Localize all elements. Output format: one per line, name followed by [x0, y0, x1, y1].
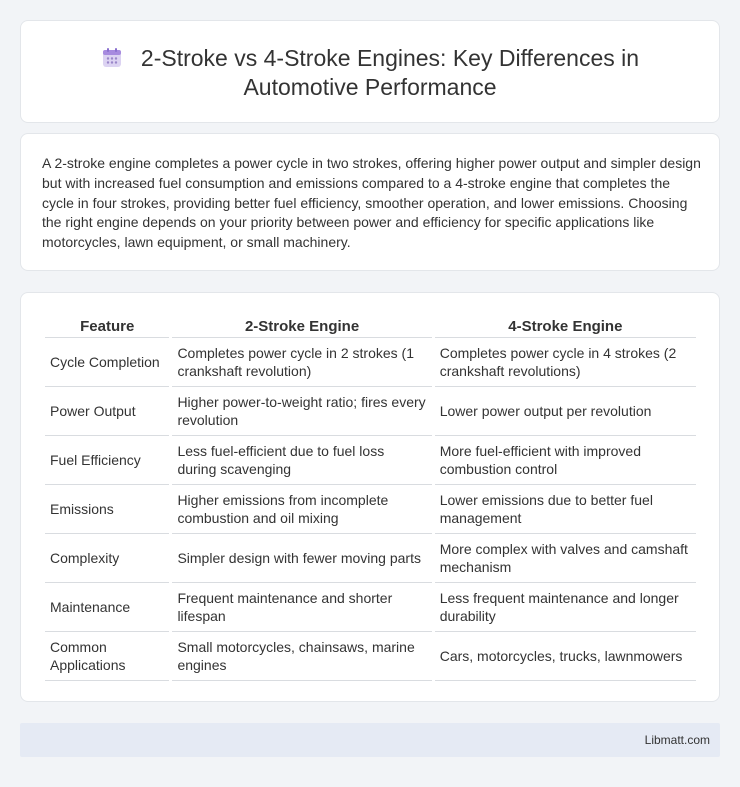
feature-cell: Complexity — [45, 534, 169, 583]
four-stroke-cell: Lower emissions due to better fuel management — [435, 485, 696, 534]
feature-cell: Power Output — [45, 387, 169, 436]
calendar-icon — [101, 47, 123, 69]
two-stroke-cell: Simpler design with fewer moving parts — [172, 534, 431, 583]
table-row — [45, 485, 696, 534]
feature-cell: Common Applications — [45, 632, 169, 681]
table-row — [45, 534, 696, 583]
table-row — [45, 632, 696, 681]
table-row — [45, 583, 696, 632]
feature-cell: Cycle Completion — [45, 338, 169, 387]
header-2-stroke: 2-Stroke Engine — [172, 313, 431, 338]
two-stroke-cell: Frequent maintenance and shorter lifespan — [172, 583, 431, 632]
title-card — [20, 20, 720, 123]
four-stroke-cell: More complex with valves and camshaft mechanism — [435, 534, 696, 583]
title-line-1: 2-Stroke vs 4-Stroke Engines: Key Differences in — [140, 45, 640, 71]
table-row — [45, 338, 696, 387]
footer-site-link[interactable]: Libmatt.com — [644, 733, 710, 747]
table-row — [45, 387, 696, 436]
two-stroke-cell: Less fuel-efficient due to fuel loss during scavenging — [172, 436, 431, 485]
header-feature: Feature — [45, 313, 169, 338]
two-stroke-cell: Small motorcycles, chainsaws, marine engines — [172, 632, 431, 681]
four-stroke-cell: Completes power cycle in 4 strokes (2 crankshaft revolutions) — [435, 338, 696, 387]
comparison-table — [42, 313, 699, 681]
comparison-card — [20, 292, 720, 702]
two-stroke-cell: Higher power-to-weight ratio; fires every revolution — [172, 387, 431, 436]
page-title — [21, 44, 719, 102]
four-stroke-cell: Cars, motorcycles, trucks, lawnmowers — [435, 632, 696, 681]
two-stroke-cell: Completes power cycle in 2 strokes (1 crankshaft revolution) — [172, 338, 431, 387]
four-stroke-cell: Lower power output per revolution — [435, 387, 696, 436]
header-4-stroke: 4-Stroke Engine — [435, 313, 696, 338]
four-stroke-cell: Less frequent maintenance and longer durability — [435, 583, 696, 632]
four-stroke-cell: More fuel-efficient with improved combustion control — [435, 436, 696, 485]
feature-cell: Emissions — [45, 485, 169, 534]
table-row — [45, 436, 696, 485]
feature-cell: Fuel Efficiency — [45, 436, 169, 485]
footer — [20, 723, 720, 757]
two-stroke-cell: Higher emissions from incomplete combustion and oil mixing — [172, 485, 431, 534]
intro-card — [20, 133, 720, 271]
table-header-row — [45, 313, 696, 338]
title-line-2: Automotive Performance — [243, 74, 497, 100]
feature-cell: Maintenance — [45, 583, 169, 632]
intro-paragraph: A 2-stroke engine completes a power cycle in two strokes, offering higher power output and simpler design but with increased fuel consumption and emissions compared to a 4-stroke engine that completes the cycle in four strokes, providing better fuel efficiency, smoother operation, and lower emissions. Choosing the right engine depends on your priority between power and efficiency for specific applications like motorcycles, lawn equipment, or small machinery. — [42, 155, 701, 251]
